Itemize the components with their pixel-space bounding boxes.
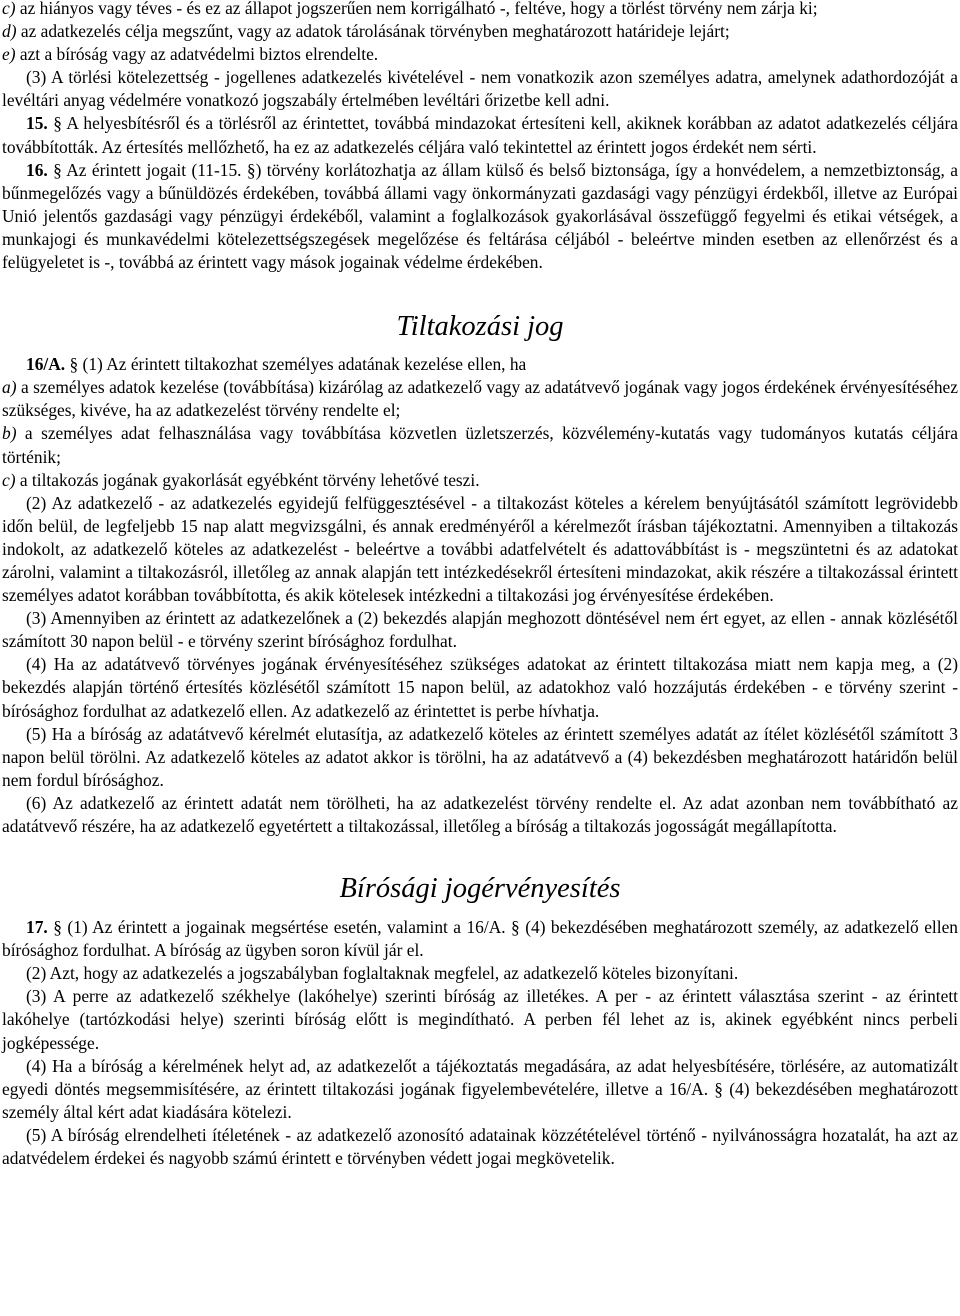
item-text: a személyes adat felhasználása vagy továbbítása közvetlen üzletszerzés, közvélemény-kutatás vagy tudományos kutatás céljára történik; [2, 423, 958, 467]
section-17 [2, 916, 958, 962]
paragraph-16a-6: (6) Az adatkezelő az érintett adatát nem törölheti, ha az adatkezelést törvény rendelte el. Az adat azonban nem továbbítható az adatátvevő részére, ha az adatkezelő egyetértett a tiltakozással, illetőleg a bíróság a tiltakozás jogosságát megállapította. [2, 792, 958, 836]
heading-tiltakozasi-jog: Tiltakozási jog [396, 311, 564, 343]
heading-birosagi-jogervenyesites: Bírósági jogérvényesítés [339, 873, 621, 905]
item-label: d) [2, 21, 17, 42]
section-number: 16/A. [26, 354, 66, 375]
section-text: § (1) Az érintett tiltakozhat személyes adatának kezelése ellen, ha [65, 354, 527, 375]
paragraph-16a-2: (2) Az adatkezelő - az adatkezelés egyidejű felfüggesztésével - a tiltakozást köteles a kérelem benyújtásától számított legrövidebb időn belül, de legfeljebb 15 nap alatt megvizsgálni, és annak eredményéről a kérelmezőt írásban tájékoztatni. Amennyiben a tiltakozás indokolt, az adatkezelő köteles az adatkezelést - beleértve a további adatfelvételt és adattovábbítást is - megszüntetni és az adatokat zárolni, valamint a tiltakozásról, illetőleg az annak alapján tett intézkedésekről értesíteni mindazokat, akik részére a tiltakozással érintett személyes adatot korábban továbbította, és akik kötelesek intézkedni a tiltakozási jog érvényesítése érdekében. [2, 492, 958, 606]
section-number: 15. [26, 113, 48, 134]
section-15 [2, 112, 958, 158]
section-16 [2, 159, 958, 274]
item-text: azt a bíróság vagy az adatvédelmi biztos elrendelte. [15, 44, 379, 65]
paragraph-14-3: (3) A törlési kötelezettség - jogellenes adatkezelés kivételével - nem vonatkozik azon személyes adatra, amelynek adathordozóját a levéltári anyag védelmére vonatkozó jogszabály értelmében levéltári őrizetbe kell adni. [2, 67, 958, 111]
paragraph-16a-3: (3) Amennyiben az érintett az adatkezelőnek a (2) bekezdés alapján meghozott döntésével nem ért egyet, az ellen - annak közlésétől számított 30 napon belül - e törvény szerint bírósághoz fordulhat. [2, 608, 958, 652]
paragraph-item-b [2, 422, 958, 468]
item-label: c) [2, 0, 16, 18]
paragraph-17-4: (4) Ha a bíróság a kérelmének helyt ad, az adatkezelőt a tájékoztatás megadására, az adat helyesbítésére, törlésére, az automatizált egyedi döntés megsemmisítésére, az érintett tiltakozási jogának figyelembevételére, illetve a 16/A. § (4) bekezdésében meghatározott személy által kért adat kiadására kötelezi. [2, 1055, 958, 1122]
section-16a [2, 353, 958, 376]
item-text: a személyes adatok kezelése (továbbítása) kizárólag az adatkezelő vagy az adatátvevő jogának vagy jogos érdekének érvényesítéséhez szükséges, kivéve, ha az adatkezelést törvény rendelte el; [2, 377, 958, 421]
paragraph-17-3: (3) A perre az adatkezelő székhelye (lakóhelye) szerinti bíróság az illetékes. A per - az érintett választása szerint - az érintett lakóhelye (tartózkodási helye) szerinti bíróság előtt is megindítható. A perben fél lehet az is, akinek egyébként nincs perbeli jogképessége. [2, 986, 958, 1053]
item-label: a) [2, 377, 17, 398]
section-number: 17. [26, 917, 48, 938]
section-text: § A helyesbítésről és a törlésről az érintettet, továbbá mindazokat értesíteni kell, akiknek korábban az adatot adatkezelés céljára továbbították. Az értesítés mellőzhető, ha ez az adatkezelés céljára való tekintettel az érintett jogos érdekét nem sérti. [2, 113, 958, 157]
paragraph-17-5: (5) A bíróság elrendelheti ítéletének - az adatkezelő azonosító adatainak közzétételével történő - nyilvánosságra hozatalát, ha azt az adatvédelem érdekei és nagyobb számú érintett e törvényben védett jogai megkövetelik. [2, 1124, 958, 1169]
section-number: 16. [26, 159, 48, 180]
paragraph-17-2: (2) Azt, hogy az adatkezelés a jogszabályban foglaltaknak megfelel, az adatkezelő köteles bizonyítani. [26, 963, 739, 984]
item-text: az adatkezelés célja megszűnt, vagy az adatok tárolásának törvényben meghatározott határideje lejárt; [16, 21, 730, 42]
paragraph-item-c [2, 0, 958, 20]
item-label: e) [2, 44, 16, 65]
item-text: a tiltakozás jogának gyakorlását egyébként törvény lehetővé teszi. [15, 469, 480, 490]
item-label: b) [2, 423, 17, 444]
section-text: § (1) Az érintett a jogainak megsértése esetén, valamint a 16/A. § (4) bekezdésében meghatározott személy, az adatkezelő ellen bírósághoz fordulhat. A bíróság az ügyben soron kívül jár el. [2, 917, 958, 961]
paragraph-item-d [2, 20, 958, 43]
paragraph-item-e [2, 43, 958, 66]
paragraph-16a-4: (4) Ha az adatátvevő törvényes jogának érvényesítéséhez szükséges adatokat az érintett tiltakozása miatt nem kapja meg, a (2) bekezdés alapján történő értesítés közlésétől számított 15 napon belül, az adatokhoz való hozzájutás érdekében - e törvény szerint - bírósághoz fordulhat az adatkezelő ellen. Az adatkezelő az érintettet is perbe hívhatja. [2, 654, 958, 721]
section-text: § Az érintett jogait (11-15. §) törvény korlátozhatja az állam külső és belső biztonsága, így a honvédelem, a nemzetbiztonság, a bűnmegelőzés vagy a bűnüldözés érdekében, továbbá állami vagy önkormányzati gazdasági vagy pénzügyi érdekből, illetve az Európai Unió jelentős gazdasági vagy pénzügyi érdekéből, valamint a foglalkozások gyakorlásával összefüggő fegyelmi és etikai vétségek, a munkajogi és munkavédelmi kötelezettségszegések megelőzése és feltárása céljából - beleértve minden esetben az ellenőrzést és a felügyeletet is -, továbbá az érintett vagy mások jogainak védelme érdekében. [2, 159, 958, 273]
paragraph-item-a [2, 376, 958, 422]
item-text: az hiányos vagy téves - és ez az állapot jogszerűen nem korrigálható -, feltéve, hogy a törlést törvény nem zárja ki; [15, 0, 818, 18]
paragraph-16a-5: (5) Ha a bíróság az adatátvevő kérelmét elutasítja, az adatkezelő köteles az érintett személyes adatát az ítélet közlésétől számított 3 napon belül törölni. Az adatkezelő köteles az adatot akkor is törölni, ha az adatátvevő a (4) bekezdésben meghatározott határidőn belül nem fordul bírósághoz. [2, 723, 958, 790]
paragraph-item-c2 [2, 469, 958, 492]
item-label: c) [2, 469, 16, 490]
